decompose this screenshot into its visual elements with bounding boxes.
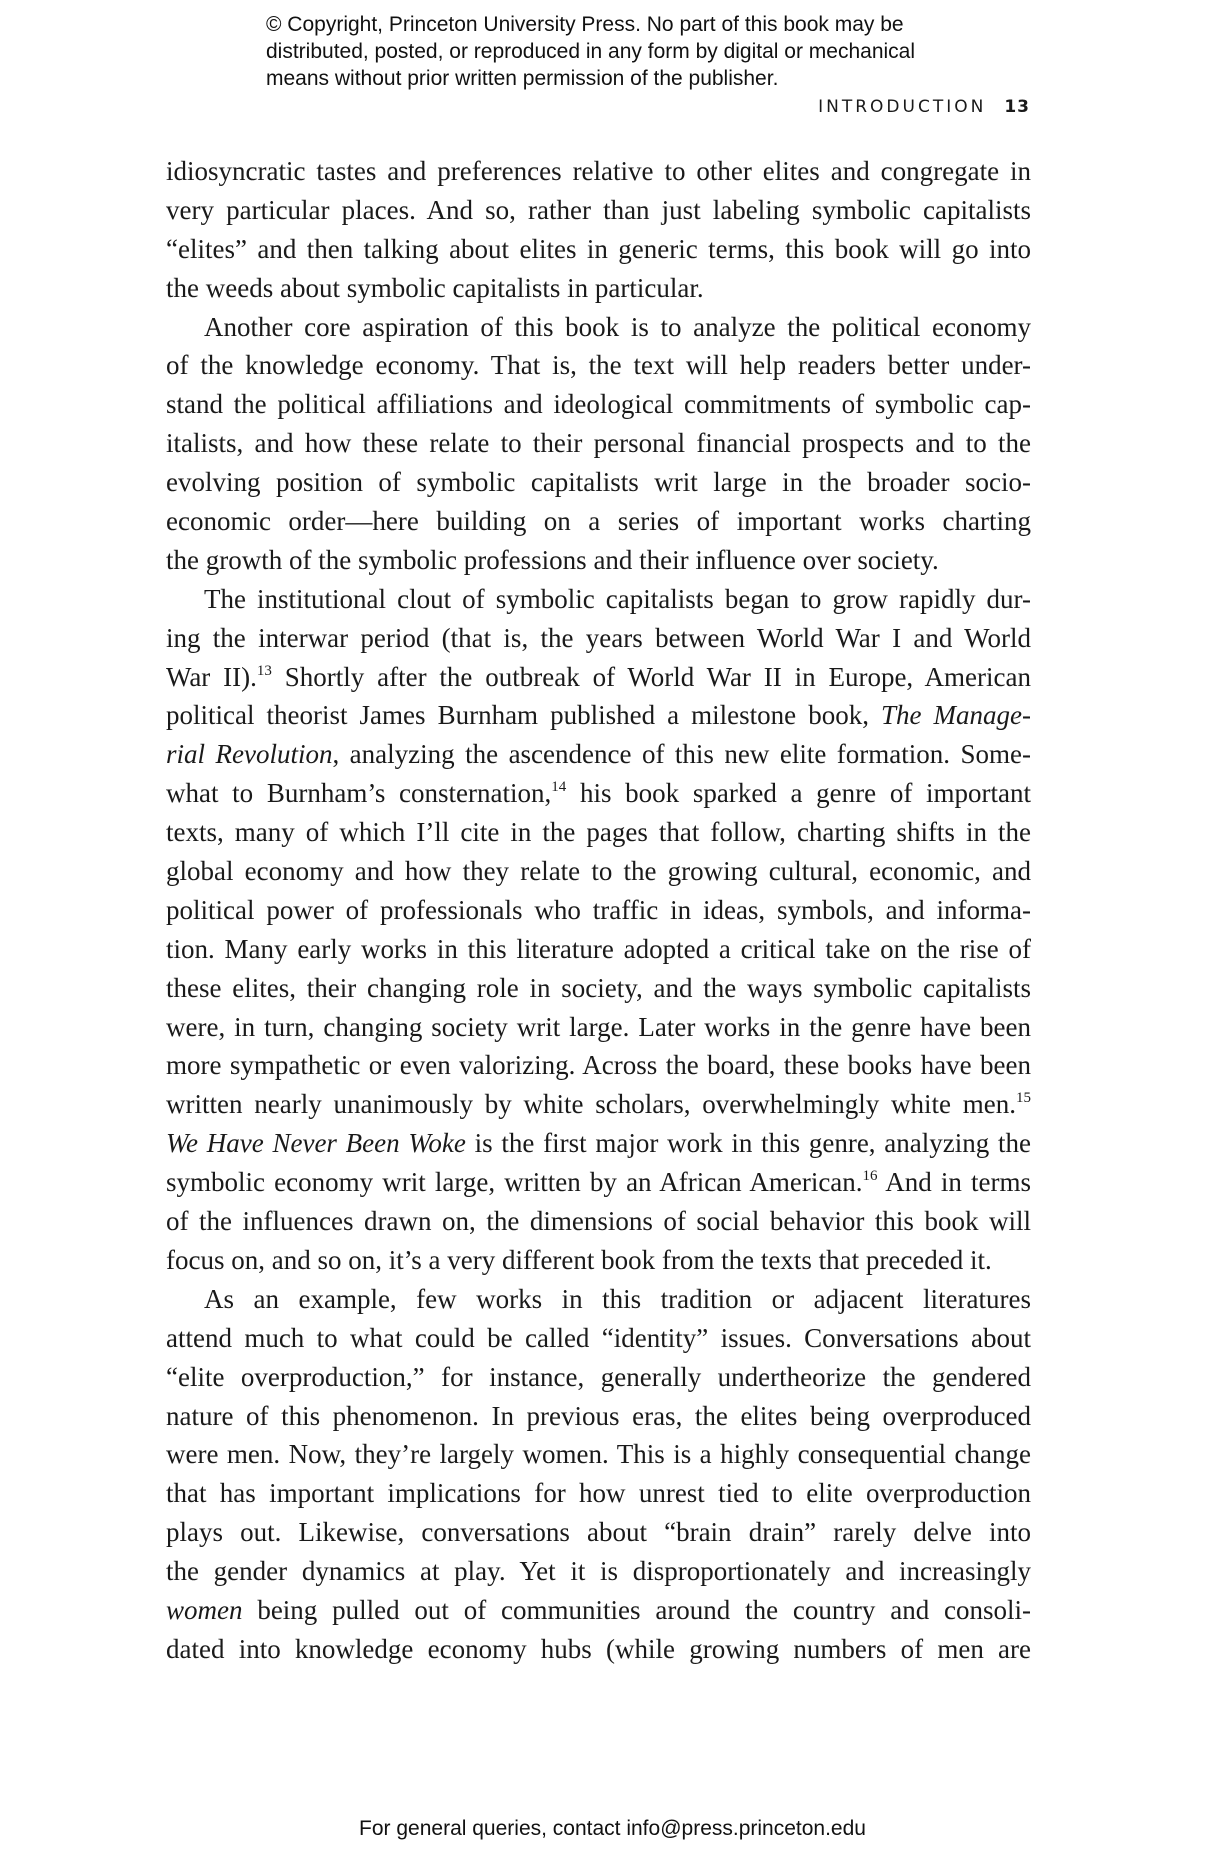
text-line (166, 696, 1031, 735)
text-line: of the knowledge economy. That is, the text will help readers better under- (166, 350, 1031, 381)
text-line: of the influences drawn on, the dimensions of social behavior this book will (166, 1206, 1031, 1237)
text-line: The institutional clout of symbolic capitalists began to grow rapidly dur- (204, 583, 1031, 614)
text-line: the weeds about symbolic capitalists in particular. (166, 272, 704, 303)
copyright-notice (266, 11, 1026, 92)
text-line: italists, and how these relate to their personal financial prospects and to the (166, 428, 1031, 459)
text-line: Another core aspiration of this book is to analyze the political economy (204, 311, 1031, 342)
section-title: INTRODUCTION (818, 97, 987, 117)
text-line: evolving position of symbolic capitalists writ large in the broader socio- (166, 467, 1031, 498)
text-line: the growth of the symbolic professions and their influence over society. (166, 544, 939, 575)
book-title: We Have Never Been Woke (166, 1128, 466, 1159)
text-line: very particular places. And so, rather than just labeling symbolic capitalists (166, 194, 1031, 225)
text-line: dated into knowledge economy hubs (while growing numbers of men are (166, 1633, 1031, 1664)
text-line: attend much to what could be called “identity” issues. Conversations about (166, 1322, 1031, 1353)
body-text (166, 152, 1031, 1669)
copyright-line: distributed, posted, or reproduced in any form by digital or mechanical (266, 40, 916, 63)
text-segment: being pulled out of communities around the country and consoli- (242, 1594, 1031, 1625)
text-segment: War II). (166, 661, 257, 692)
text-line: nature of this phenomenon. In previous eras, the elites being overproduced (166, 1400, 1031, 1431)
text-segment: Shortly after the outbreak of World War II in Europe, American (271, 661, 1031, 692)
text-segment: is the first major work in this genre, analyzing the (465, 1128, 1031, 1159)
text-line: were men. Now, they’re largely women. This is a highly consequential change (166, 1439, 1031, 1470)
text-line (166, 658, 1031, 697)
text-line: “elites” and then talking about elites in generic terms, this book will go into (166, 233, 1031, 264)
book-title: rial Revolution (166, 739, 333, 770)
text-line: “elite overproduction,” for instance, generally undertheorize the gendered (166, 1361, 1031, 1392)
footnote-ref: 15 (1016, 1090, 1031, 1107)
text-line: plays out. Likewise, conversations about “brain drain” rarely delve into (166, 1517, 1031, 1548)
text-segment: And in terms (877, 1167, 1032, 1198)
text-segment: , analyzing the ascendence of this new elite formation. Some- (332, 739, 1031, 770)
running-head (818, 97, 1030, 117)
text-segment: political theorist James Burnham published a milestone book, (166, 700, 881, 731)
text-line: the gender dynamics at play. Yet it is disproportionately and increasingly (166, 1556, 1031, 1587)
book-title: The Manage- (881, 700, 1032, 731)
text-line: idiosyncratic tastes and preferences relative to other elites and congregate in (166, 156, 1031, 186)
text-segment: what to Burnham’s consternation, (166, 778, 552, 809)
text-line: these elites, their changing role in society, and the ways symbolic capitalists (166, 972, 1031, 1003)
footnote-ref: 13 (256, 662, 272, 679)
text-line: more sympathetic or even valorizing. Across the board, these books have been (166, 1050, 1031, 1081)
text-line (166, 1085, 1031, 1124)
copyright-line: means without prior written permission of the publisher. (266, 67, 779, 90)
emphasis: women (166, 1594, 243, 1625)
text-segment: written nearly unanimously by white scholars, overwhelmingly white men. (166, 1089, 1016, 1120)
text-line: were, in turn, changing society writ large. Later works in the genre have been (166, 1011, 1031, 1042)
text-line: ing the interwar period (that is, the years between World War I and World (166, 622, 1031, 653)
text-line: global economy and how they relate to the growing cultural, economic, and (166, 856, 1031, 887)
text-line: stand the political affiliations and ideological commitments of symbolic cap- (166, 389, 1031, 420)
text-line (166, 1124, 1031, 1163)
text-line: economic order—here building on a series of important works charting (166, 506, 1031, 537)
text-line: that has important implications for how unrest tied to elite overproduction (166, 1478, 1031, 1509)
text-segment: his book sparked a genre of important (566, 778, 1032, 809)
text-line (166, 774, 1031, 813)
text-line: texts, many of which I’ll cite in the pages that follow, charting shifts in the (166, 817, 1031, 848)
text-line: As an example, few works in this tradition or adjacent literatures (204, 1283, 1031, 1314)
text-line: focus on, and so on, it’s a very different book from the texts that preceded it. (166, 1244, 992, 1275)
footnote-ref: 14 (551, 779, 567, 796)
text-line: tion. Many early works in this literature adopted a critical take on the rise of (166, 933, 1031, 964)
copyright-line: © Copyright, Princeton University Press. No part of this book may be (266, 13, 904, 36)
text-line (166, 1163, 1031, 1202)
footnote-ref: 16 (862, 1168, 878, 1185)
page-number: 13 (1004, 97, 1030, 117)
text-line: political power of professionals who traffic in ideas, symbols, and informa- (166, 894, 1031, 925)
text-segment: symbolic economy writ large, written by an African American. (166, 1167, 863, 1198)
footer-contact: For general queries, contact info@press.princeton.edu (359, 1817, 866, 1840)
text-line (166, 1591, 1031, 1630)
text-line (166, 735, 1031, 774)
